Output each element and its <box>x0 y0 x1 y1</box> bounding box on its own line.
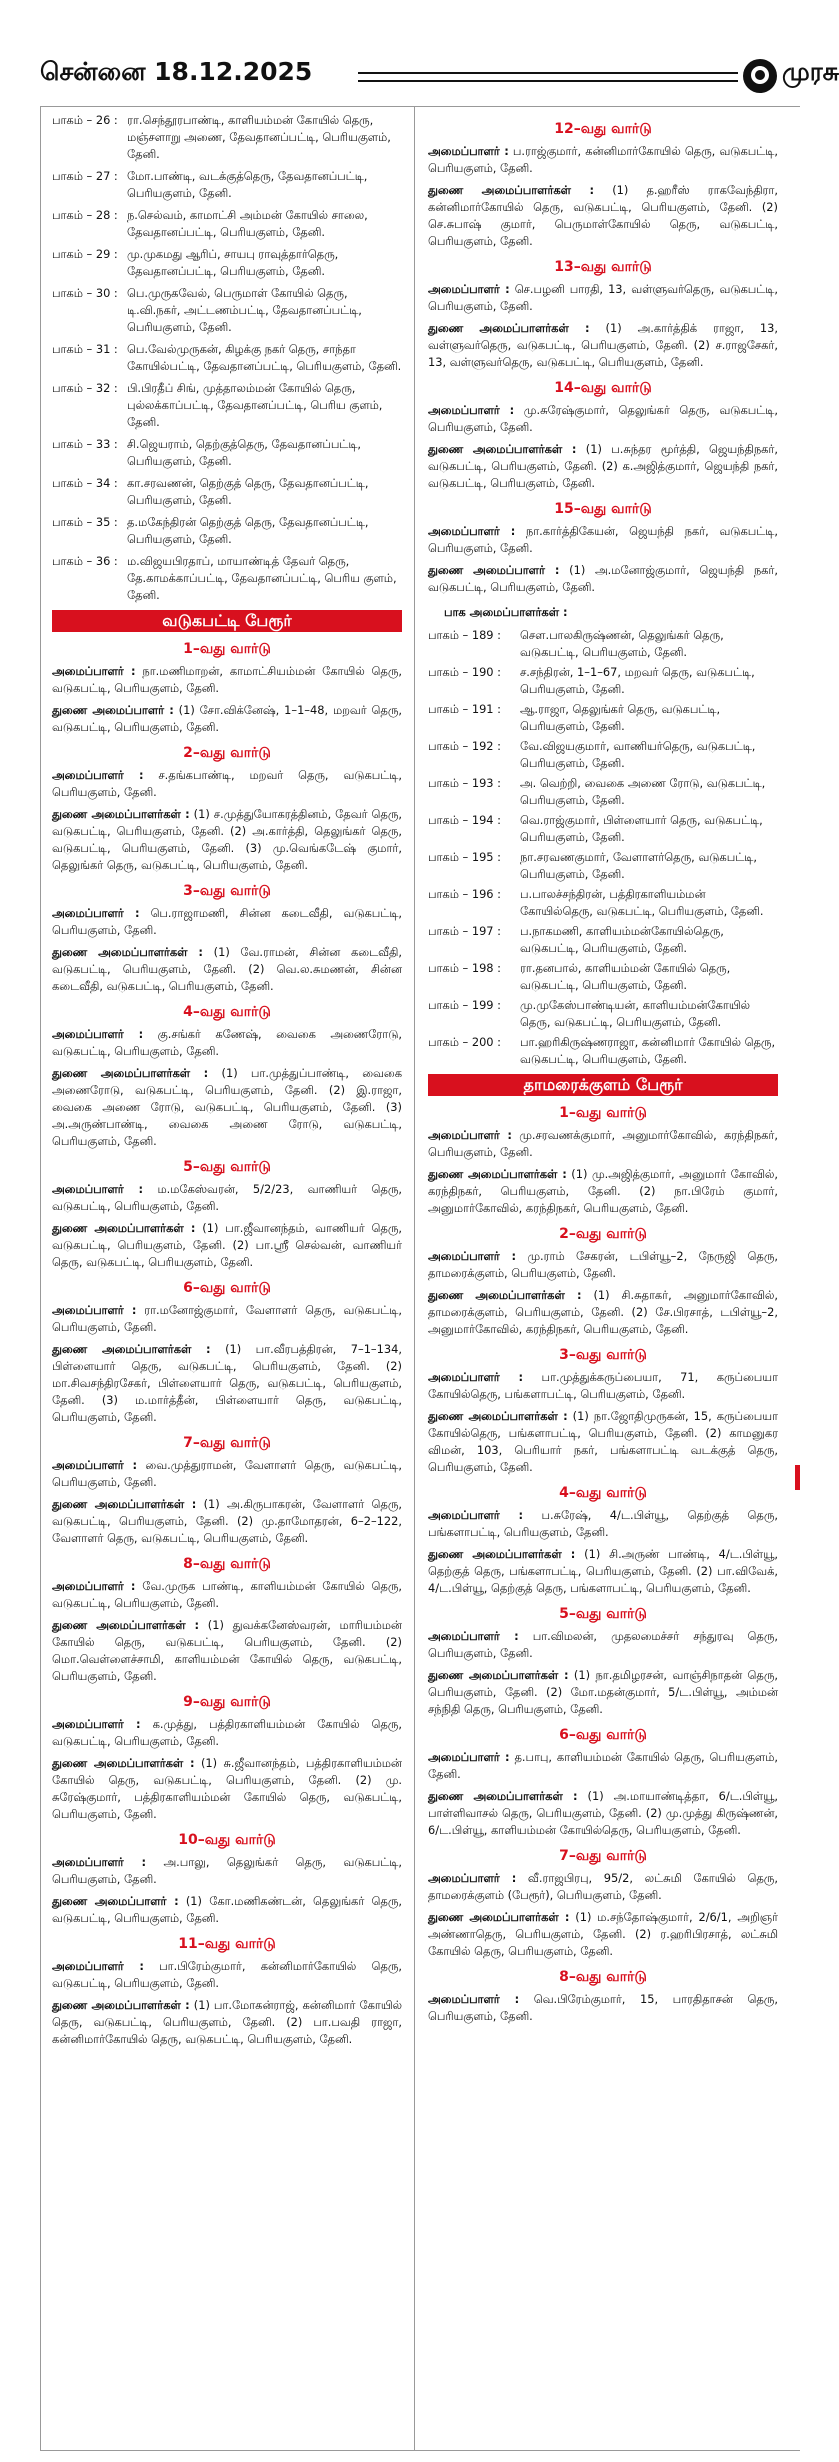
member-details: வீ.ராஜபிரபு, 95/2, லட்சுமி கோயில் தெரு, தாமரைக்குளம் (பேரூர்), பெரியகுளம், தேனி. <box>428 1871 778 1902</box>
ward-member <box>428 1546 778 1597</box>
member-details: (1) நா.ஜோதிமுருகன், 15, கருப்பையா கோயில்தெரு, பங்களாபட்டி, பெரியகுளம், தேனி. (2) காமனுகர விமன், 103, பெரியார் நகர், பங்களாபட்டி வடக்குத் தெரு, பெரியகுளம், தேனி. <box>428 1409 778 1474</box>
member-role: அமைப்பாளர் : <box>428 1249 517 1263</box>
member-details: செ.பழனி பாரதி, 13, வள்ளுவர்தெரு, வடுகபட்டி, பெரியகுளம், தேனி. <box>428 282 778 313</box>
member-role: துணை அமைப்பாளர்கள் : <box>428 1547 576 1561</box>
member-role: துணை அமைப்பாளர்கள் : <box>428 321 590 335</box>
ward-heading: 7–வது வார்டு <box>183 1435 271 1451</box>
booth-heading: பாக அமைப்பாளர்கள் : <box>444 605 568 619</box>
member-role: அமைப்பாளர் : <box>428 1508 524 1522</box>
member-details: (1) துவக்கனேஸ்வரன், மாரியம்மன் கோயில் தெரு, வடுகபட்டி, பெரியகுளம், தேனி. (2) மொ.வெள்ளைச்சாமி, காளியம்மன் கோயில் தெரு, வடுகபட்டி, பெரியகுளம், தேனி. <box>52 1618 402 1683</box>
member-details: (1) சு.ஜீவானந்தம், பத்திரகாளியம்மன் கோயில் தெரு, வடுகபட்டி, பெரியகுளம், தேனி. (2) மு. சுரேஷ்குமார், பத்திரகாளியம்மன் கோயில் தெரு, வடுகபட்டி, பெரியகுளம், தேனி. <box>52 1756 402 1821</box>
ward-member <box>52 663 402 697</box>
member-role: அமைப்பாளர் : <box>52 1959 144 1973</box>
left-column <box>52 112 402 2053</box>
member-role: அமைப்பாளர் : <box>428 1750 510 1764</box>
ward-member <box>52 1958 402 1992</box>
member-role: துணை அமைப்பாளர் : <box>428 563 560 577</box>
booth-entry <box>52 112 402 163</box>
ward-member <box>52 1997 402 2048</box>
member-details: (1) த.ஹரீஸ் ராகவேந்திரா, கன்னிமார்கோயில் தெரு, வடுகபட்டி, பெரியகுளம், தேனி. (2) செ.சுபாஷ் குமார், பெருமாள்கோயில் தெரு, வடுகபட்டி, பெரியகுளம், தேனி. <box>428 183 778 248</box>
frame-bottom-border <box>40 2450 800 2451</box>
booth-entry <box>52 514 402 548</box>
booth-entry <box>428 997 778 1031</box>
member-details: ப.ராஜ்குமார், கன்னிமார்கோயில் தெரு, வடுகபட்டி, பெரியகுளம், தேனி. <box>428 144 778 175</box>
ward-heading: 12–வது வார்டு <box>554 121 652 137</box>
ward-member <box>52 1220 402 1271</box>
member-role: அமைப்பாளர் : <box>428 1629 519 1643</box>
booth-entry <box>428 664 778 698</box>
column-divider <box>414 106 415 2451</box>
booth-entry-label: பாகம் – 189 : <box>428 628 502 642</box>
ward-heading: 15–வது வார்டு <box>554 501 652 517</box>
ward-heading: 6–வது வார்டு <box>183 1280 271 1296</box>
member-details: (1) நா.தமிழரசன், வாஞ்சிநாதன் தெரு, பெரியகுளம், தேனி. (2) மோ.மதன்குமார், 5/ட.பிள்யூ, அம்மன் சந்நிதி தெரு, பெரியகுளம், தேனி. <box>428 1668 778 1716</box>
member-details: த.பாபு, காளியம்மன் கோயில் தெரு, பெரியகுளம், தேனி. <box>428 1750 778 1781</box>
member-role: அமைப்பாளர் : <box>428 1370 524 1384</box>
ward-member <box>428 281 778 315</box>
booth-entry-label: பாகம் – 192 : <box>428 739 502 753</box>
member-details: (1) அ.மனோஜ்குமார், ஜெயந்தி நகர், வடுகபட்டி, பெரியகுளம், தேனி. <box>428 563 778 594</box>
page-header <box>40 55 839 95</box>
town-banner: தாமரைக்குளம் பேரூர் <box>428 1074 778 1096</box>
ward-heading: 6–வது வார்டு <box>559 1727 647 1743</box>
member-details: (1) கோ.மணிகண்டன், தெலுங்கர் தெரு, வடுகபட்டி, பெரியகுளம், தேனி. <box>52 1894 402 1925</box>
ward-heading: 14–வது வார்டு <box>554 380 652 396</box>
booth-entry-label: பாகம் – 32 : <box>52 381 118 395</box>
member-role: அமைப்பாளர் : <box>52 1717 141 1731</box>
ward-member <box>428 402 778 436</box>
ward-heading: 9–வது வார்டு <box>183 1694 271 1710</box>
member-role: துணை அமைப்பாளர்கள் : <box>428 1167 567 1181</box>
ward-member <box>52 767 402 801</box>
booth-entry-text: மோ.பாண்டி, வடக்குத்தெரு, தேவதானப்பட்டி, பெரியகுளம், தேனி. <box>127 169 368 200</box>
ward-member <box>52 1893 402 1927</box>
ward-member <box>52 1854 402 1888</box>
booth-entry-label: பாகம் – 33 : <box>52 437 118 451</box>
sun-emblem-icon <box>743 59 777 93</box>
ward-member <box>428 1248 778 1282</box>
ward-member <box>428 1628 778 1662</box>
booth-entry-text: ச.சந்திரன், 1–1–67, மறவர் தெரு, வடுகபட்டி, பெரியகுளம், தேனி. <box>520 665 755 696</box>
member-role: அமைப்பாளர் : <box>52 1579 136 1593</box>
newspaper-name: முரசு <box>782 57 839 86</box>
ward-member <box>428 1749 778 1783</box>
member-role: அமைப்பாளர் : <box>52 1303 137 1317</box>
ward-member <box>428 1408 778 1476</box>
ward-member <box>52 1302 402 1336</box>
booth-entry-label: பாகம் – 196 : <box>428 887 502 901</box>
ward-heading: 8–வது வார்டு <box>559 1969 647 1985</box>
member-role: துணை அமைப்பாளர்கள் : <box>52 1618 200 1632</box>
booth-entry-text: மு.முகேஸ்பாண்டியன், காளியம்மன்கோயில் தெரு, வடுகபட்டி, பெரியகுளம், தேனி. <box>520 998 751 1029</box>
ward-heading: 5–வது வார்டு <box>183 1159 271 1175</box>
booth-entry-label: பாகம் – 28 : <box>52 208 118 222</box>
member-details: பா.பிரேம்குமார், கன்னிமார்கோயில் தெரு, வடுகபட்டி, பெரியகுளம், தேனி. <box>52 1959 402 1990</box>
member-role: துணை அமைப்பாளர்கள் : <box>428 1288 582 1302</box>
booth-entry-text: பி.பிரதீப் சிங், முத்தாலம்மன் கோயில் தெரு, புல்லக்காப்பட்டி, தேவதானப்பட்டி, பெரிய குளம், தேனி. <box>127 381 383 429</box>
member-details: பா.விமலன், முதலமைச்சர் சந்துரவு தெரு, பெரியகுளம், தேனி. <box>428 1629 778 1660</box>
ward-member <box>428 182 778 250</box>
member-details: வை.முத்துராமன், வேளாளர் தெரு, வடுகபட்டி, பெரியகுளம், தேனி. <box>52 1458 402 1489</box>
member-details: ப.சுரேஷ், 4/ட.பிள்யூ, தெற்குத் தெரு, பங்களாபட்டி, பெரியகுளம், தேனி. <box>428 1508 778 1539</box>
booth-entry-text: அ. வெற்றி, வைகை அணை ரோடு, வடுகபட்டி, பெரியகுளம், தேனி. <box>520 776 766 807</box>
ward-member <box>428 1870 778 1904</box>
ward-heading: 2–வது வார்டு <box>183 745 271 761</box>
booth-entry <box>52 246 402 280</box>
member-details: (1) பா.முத்துப்பாண்டி, வைகை அணைரோடு, வடுகபட்டி, பெரியகுளம், தேனி. (2) இ.ராஜா, வைகை அணை ரோடு, வடுகபட்டி, பெரியகுளம், தேனி. (3) அ.அருண்பாண்டி, வைகை அணை ரோடு, வடுகபட்டி, பெரியகுளம், தேனி. <box>52 1066 402 1148</box>
booth-entry <box>428 812 778 846</box>
header-rule <box>358 72 738 82</box>
booth-entry-text: வே.விஜயகுமார், வாணியர்தெரு, வடுகபட்டி, பெரியகுளம், தேனி. <box>520 739 756 770</box>
ward-member <box>428 1991 778 2025</box>
member-role: துணை அமைப்பாளர்கள் : <box>52 1342 211 1356</box>
ward-member <box>52 1457 402 1491</box>
member-details: (1) ச.முத்துயோகரத்தினம், தேவர் தெரு, வடுகபட்டி, பெரியகுளம், தேனி. (2) அ.கார்த்தி, தெலுங்கர் தெரு, வடுகபட்டி, பெரியகுளம், தேனி. (3) மு.வெங்கடேஷ் குமார், தெலுங்கர் தெரு, வடுகபட்டி, பெரியகுளம், தேனி. <box>52 807 402 872</box>
ward-member <box>52 702 402 736</box>
booth-entry-text: பா.ஹரிகிருஷ்ணராஜா, கன்னிமார் கோயில் தெரு, வடுகபட்டி, பெரியகுளம், தேனி. <box>520 1035 776 1066</box>
booth-entry-label: பாகம் – 191 : <box>428 702 502 716</box>
ward-member <box>52 1617 402 1685</box>
member-details: (1) வே.ராமன், சின்ன கடைவீதி, வடுகபட்டி, பெரியகுளம், தேனி. (2) வெ.ல.சுமணன், சின்ன கடைவீதி, வடுகபட்டி, பெரியகுளம், தேனி. <box>52 945 402 993</box>
booth-entry <box>428 775 778 809</box>
ward-heading: 1–வது வார்டு <box>559 1105 647 1121</box>
booth-entry-text: பெ.வேல்முருகன், கிழக்கு நகர் தெரு, சாந்தா கோயில்பட்டி, தேவதானப்பட்டி, பெரியகுளம், தேனி. <box>127 342 402 373</box>
ward-member <box>428 1667 778 1718</box>
ward-member <box>428 1369 778 1403</box>
booth-entry-text: ப.பாலச்சந்திரன், பத்திரகாளியம்மன் கோயில்தெரு, வடுகபட்டி, பெரியகுளம், தேனி. <box>520 887 764 918</box>
member-details: (1) ப.சுந்தர மூர்த்தி, ஜெயந்திநகர், வடுகபட்டி, பெரியகுளம், தேனி. (2) க.அஜித்குமார், ஜெயந்தி நகர், வடுகபட்டி, பெரியகுளம், தேனி. <box>428 442 778 490</box>
ward-member <box>428 1287 778 1338</box>
ward-member <box>428 320 778 371</box>
booth-entry <box>52 380 402 431</box>
member-role: துணை அமைப்பாளர்கள் : <box>428 1668 569 1682</box>
booth-entry-text: கா.சரவணன், தெற்குத் தெரு, தேவதானப்பட்டி, பெரியகுளம், தேனி. <box>127 476 369 507</box>
edition-date: சென்னை 18.12.2025 <box>40 57 313 86</box>
member-details: (1) பா.வீரபத்திரன், 7–1–134, பிள்ளையார் தெரு, வடுகபட்டி, பெரியகுளம், தேனி. (2) மா.சிவசந்திரசேகர், பிள்ளையார் தெரு, வடுகபட்டி, பெரியகுளம், தேனி. (3) ம.மார்த்தீன், பிள்ளையார் தெரு, வடுகபட்டி, பெரியகுளம், தேனி. <box>52 1342 402 1424</box>
ward-member <box>428 523 778 557</box>
member-role: அமைப்பாளர் : <box>52 1855 147 1869</box>
booth-entry-label: பாகம் – 194 : <box>428 813 502 827</box>
booth-entry-label: பாகம் – 200 : <box>428 1035 502 1049</box>
booth-entry-text: சி.ஜெயராம், தெற்குத்தெரு, தேவதானப்பட்டி, பெரியகுளம், தேனி. <box>127 437 362 468</box>
booth-entry <box>428 960 778 994</box>
member-role: அமைப்பாளர் : <box>428 1992 520 2006</box>
booth-entry <box>428 1034 778 1068</box>
right-column <box>428 112 778 2030</box>
member-role: துணை அமைப்பாளர் : <box>52 1894 179 1908</box>
booth-entry-label: பாகம் – 26 : <box>52 113 118 127</box>
member-details: ரா.மனோஜ்குமார், வேளாளர் தெரு, வடுகபட்டி, பெரியகுளம், தேனி. <box>52 1303 402 1334</box>
edge-red-mark <box>795 1465 800 1490</box>
ward-member <box>52 1065 402 1150</box>
ward-member <box>52 806 402 874</box>
booth-entry-text: வெ.ராஜ்குமார், பிள்ளையார் தெரு, வடுகபட்டி, பெரியகுளம், தேனி. <box>520 813 763 844</box>
ward-member <box>52 1341 402 1426</box>
member-details: (1) பா.மோகன்ராஜ், கன்னிமார் கோயில் தெரு, வடுகபட்டி, பெரியகுளம், தேனி. (2) பா.பவதி ராஜா, கன்னிமார்கோயில் தெரு, வடுகபட்டி, பெரியகுளம், தேனி. <box>52 1998 402 2046</box>
member-role: துணை அமைப்பாளர்கள் : <box>52 1756 195 1770</box>
member-role: அமைப்பாளர் : <box>52 768 144 782</box>
ward-heading: 10–வது வார்டு <box>178 1832 276 1848</box>
booth-entry <box>428 701 778 735</box>
member-details: (1) மு.அஜித்குமார், அனுமார் கோவில், கரந்திநகர், பெரியகுளம், தேனி. (2) நா.பிரேம் குமார், அனுமார்கோவில், கரந்திநகர், பெரியகுளம், தேனி. <box>428 1167 778 1215</box>
member-role: துணை அமைப்பாளர்கள் : <box>52 1066 209 1080</box>
booth-entry <box>428 849 778 883</box>
booth-entry-text: ரா.செந்தூரபாண்டி, காளியம்மன் கோயில் தெரு, மஞ்சளாறு அணை, தேவதானப்பட்டி, பெரியகுளம், தேனி. <box>127 113 391 161</box>
member-details: வெ.பிரேம்குமார், 15, பாரதிதாசன் தெரு, பெரியகுளம், தேனி. <box>428 1992 778 2023</box>
member-role: அமைப்பாளர் : <box>52 664 136 678</box>
booth-entry <box>428 886 778 920</box>
member-role: துணை அமைப்பாளர்கள் : <box>428 442 577 456</box>
ward-member <box>428 1507 778 1541</box>
member-details: நா.மணிமாறன், காமாட்சியம்மன் கோயில் தெரு, வடுகபட்டி, பெரியகுளம், தேனி. <box>52 664 402 695</box>
ward-member <box>428 562 778 596</box>
member-details: (1) ம.சந்தோஷ்குமார், 2/6/1, அறிஞர் அண்ணாதெரு, பெரியகுளம், தேனி. (2) ர.ஹரிபிரசாத், லட்சுமி கோயில் தெரு, பெரியகுளம், தேனி. <box>428 1910 778 1958</box>
booth-entry <box>52 341 402 375</box>
member-details: (1) அ.கிருபாகரன், வேளாளர் தெரு, வடுகபட்டி, பெரியகுளம், தேனி. (2) மு.தாமோதரன், 6–2–122, வேளாளர் தெரு, வடுகபட்டி, பெரியகுளம், தேனி. <box>52 1497 402 1545</box>
booth-entry-label: பாகம் – 27 : <box>52 169 118 183</box>
member-role: துணை அமைப்பாளர்கள் : <box>428 1409 568 1423</box>
member-role: துணை அமைப்பாளர்கள் : <box>52 807 190 821</box>
member-details: மு.சுரேஷ்குமார், தெலுங்கர் தெரு, வடுகபட்டி, பெரியகுளம், தேனி. <box>428 403 778 434</box>
booth-entry-text: நா.சரவணகுமார், வேளாளர்தெரு, வடுகபட்டி, பெரியகுளம், தேனி. <box>520 850 757 881</box>
booth-entry-text: த.மகேந்திரன் தெற்குத் தெரு, தேவதானப்பட்டி, பெரியகுளம், தேனி. <box>127 515 369 546</box>
booth-entry-label: பாகம் – 30 : <box>52 286 118 300</box>
member-details: கு.சங்கர் கணேஷ், வைகை அணைரோடு, வடுகபட்டி, பெரியகுளம், தேனி. <box>52 1027 402 1058</box>
ward-heading: 13–வது வார்டு <box>554 259 652 275</box>
booth-entry-text: சௌ.பாலகிருஷ்ணன், தெலுங்கர் தெரு, வடுகபட்டி, பெரியகுளம், தேனி. <box>520 628 724 659</box>
member-role: துணை அமைப்பாளர்கள் : <box>52 945 203 959</box>
member-details: (1) சி.சுதாகர், அனுமார்கோவில், தாமரைக்குளம், பெரியகுளம், தேனி. (2) சே.பிரசாத், டபிள்யூ–2, அனுமார்கோவில், கரந்திநகர், பெரியகுளம், தேனி. <box>428 1288 778 1336</box>
member-role: அமைப்பாளர் : <box>428 403 515 417</box>
ward-heading: 3–வது வார்டு <box>559 1347 647 1363</box>
booth-entry <box>428 738 778 772</box>
booth-entry <box>52 207 402 241</box>
member-details: (1) அ.மாயாண்டித்தா, 6/ட.பிள்யூ, பாள்ளிவாசல் தெரு, பெரியகுளம், தேனி. (2) மு.முத்து கிருஷ்ணன், 6/ட.பிள்யூ, காளியம்மன் கோயில்தெரு, பெரியகுளம், தேனி. <box>428 1789 778 1837</box>
ward-member <box>52 944 402 995</box>
member-role: அமைப்பாளர் : <box>52 1458 138 1472</box>
ward-member <box>428 1909 778 1960</box>
member-details: பெ.ராஜாமணி, சின்ன கடைவீதி, வடுகபட்டி, பெரியகுளம், தேனி. <box>52 906 403 937</box>
booth-entry-label: பாகம் – 34 : <box>52 476 118 490</box>
booth-entry-text: ந.செல்வம், காமாட்சி அம்மன் கோயில் சாலை, தேவதானப்பட்டி, பெரியகுளம், தேனி. <box>127 208 368 239</box>
booth-entry-label: பாகம் – 190 : <box>428 665 502 679</box>
member-details: க.முத்து, பத்திரகாளியம்மன் கோயில் தெரு, வடுகபட்டி, பெரியகுளம், தேனி. <box>52 1717 402 1748</box>
member-details: அ.பாலு, தெலுங்கர் தெரு, வடுகபட்டி, பெரியகுளம், தேனி. <box>52 1855 402 1886</box>
member-role: துணை அமைப்பாளர் : <box>52 703 174 717</box>
ward-heading: 11–வது வார்டு <box>178 1936 276 1952</box>
ward-heading: 5–வது வார்டு <box>559 1606 647 1622</box>
ward-member <box>52 1755 402 1823</box>
ward-member <box>52 1181 402 1215</box>
booth-entry <box>52 553 402 604</box>
ward-heading: 3–வது வார்டு <box>183 883 271 899</box>
booth-entry-text: ப.நாகமணி, காளியம்மன்கோயில்தெரு, வடுகபட்டி, பெரியகுளம், தேனி. <box>520 924 724 955</box>
booth-entry <box>52 475 402 509</box>
member-details: பா.முத்துக்கருப்பையா, 71, கருப்பையா கோயில்தெரு, பங்களாபட்டி, பெரியகுளம், தேனி. <box>428 1370 778 1401</box>
ward-member <box>428 1127 778 1161</box>
member-role: துணை அமைப்பாளர்கள் : <box>428 183 595 197</box>
member-details: (1) சி.அருண் பாண்டி, 4/ட.பிள்யூ, தெற்குத் தெரு, பங்களாபட்டி, பெரியகுளம், தேனி. (2) பா.விவேக், 4/ட.பிள்யூ, தெற்குத் தெரு, பங்களாபட்டி, பெரியகுளம், தேனி. <box>428 1547 778 1595</box>
member-role: அமைப்பாளர் : <box>52 906 140 920</box>
booth-entry-label: பாகம் – 197 : <box>428 924 502 938</box>
booth-entry-text: ஆ.ராஜா, தெலுங்கர் தெரு, வடுகபட்டி, பெரியகுளம், தேனி. <box>520 702 721 733</box>
member-role: அமைப்பாளர் : <box>428 144 509 158</box>
ward-member <box>428 1788 778 1839</box>
member-role: துணை அமைப்பாளர்கள் : <box>52 1221 196 1235</box>
booth-entry-text: பெ.முருகவேல், பெருமாள் கோயில் தெரு, டி.வி.நகர், அட்டணம்பட்டி, தேவதானப்பட்டி, பெரியகுளம், தேனி. <box>127 286 362 334</box>
booth-entry-label: பாகம் – 35 : <box>52 515 118 529</box>
booth-entry-label: பாகம் – 31 : <box>52 342 118 356</box>
booth-entry <box>52 285 402 336</box>
booth-entry-label: பாகம் – 193 : <box>428 776 502 790</box>
member-role: துணை அமைப்பாளர்கள் : <box>52 1998 190 2012</box>
frame-top-border <box>40 106 800 107</box>
member-role: அமைப்பாளர் : <box>428 1871 517 1885</box>
ward-heading: 1–வது வார்டு <box>183 641 271 657</box>
town-banner: வடுகபட்டி பேரூர் <box>52 610 402 632</box>
booth-entry-label: பாகம் – 198 : <box>428 961 502 975</box>
booth-entry <box>52 436 402 470</box>
member-details: (1) சோ.விக்னேஷ், 1–1–48, மறவர் தெரு, வடுகபட்டி, பெரியகுளம், தேனி. <box>52 703 403 734</box>
ward-member <box>52 1026 402 1060</box>
booth-entry <box>52 168 402 202</box>
ward-member <box>52 1716 402 1750</box>
booth-entry-label: பாகம் – 195 : <box>428 850 502 864</box>
ward-member <box>52 1578 402 1612</box>
member-role: துணை அமைப்பாளர்கள் : <box>428 1910 570 1924</box>
member-role: அமைப்பாளர் : <box>428 282 510 296</box>
member-details: ம.மகேஸ்வரன், 5/2/23, வாணியர் தெரு, வடுகபட்டி, பெரியகுளம், தேனி. <box>52 1182 402 1213</box>
frame-left-border <box>40 106 41 2451</box>
ward-member <box>428 1166 778 1217</box>
ward-heading: 7–வது வார்டு <box>559 1848 647 1864</box>
ward-member <box>428 441 778 492</box>
member-details: (1) அ.கார்த்திக் ராஜா, 13, வள்ளுவர்தெரு, வடுகபட்டி, பெரியகுளம், தேனி. (2) ச.ராஜசேகர், 13, வள்ளுவர்தெரு, வடுகபட்டி, பெரியகுளம், தேனி. <box>428 321 778 369</box>
member-role: அமைப்பாளர் : <box>428 1128 512 1142</box>
member-details: மு.ராம் சேகரன், டபிள்யூ–2, நேருஜி தெரு, தாமரைக்குளம், பெரியகுளம், தேனி. <box>428 1249 778 1280</box>
ward-member <box>52 905 402 939</box>
ward-heading: 2–வது வார்டு <box>559 1226 647 1242</box>
booth-entry-text: ம.விஜயபிரதாப், மாயாண்டித் தேவர் தெரு, தே.காமக்காப்பட்டி, தேவதானப்பட்டி, பெரிய குளம், தேனி. <box>127 554 397 602</box>
booth-entry <box>428 627 778 661</box>
member-role: அமைப்பாளர் : <box>428 524 516 538</box>
ward-heading: 4–வது வார்டு <box>183 1004 271 1020</box>
ward-member <box>428 143 778 177</box>
member-role: அமைப்பாளர் : <box>52 1182 144 1196</box>
member-role: அமைப்பாளர் : <box>52 1027 144 1041</box>
member-details: வே.முருக பாண்டி, காளியம்மன் கோயில் தெரு, வடுகபட்டி, பெரியகுளம், தேனி. <box>52 1579 403 1610</box>
member-details: நா.கார்த்திகேயன், ஜெயந்தி நகர், வடுகபட்டி, பெரியகுளம், தேனி. <box>428 524 778 555</box>
booth-entry-text: மு.முகமது ஆரிப், சாயபு ராவுத்தார்தெரு, தேவதானப்பட்டி, பெரியகுளம், தேனி. <box>127 247 339 278</box>
booth-entry <box>428 923 778 957</box>
booth-entry-label: பாகம் – 199 : <box>428 998 502 1012</box>
member-role: துணை அமைப்பாளர்கள் : <box>52 1497 197 1511</box>
member-details: ச.தங்கபாண்டி, மறவர் தெரு, வடுகபட்டி, பெரியகுளம், தேனி. <box>52 768 402 799</box>
ward-heading: 8–வது வார்டு <box>183 1556 271 1572</box>
booth-entry-label: பாகம் – 36 : <box>52 554 118 568</box>
member-details: (1) பா.ஜீவானந்தம், வாணியர் தெரு, வடுகபட்டி, பெரியகுளம், தேனி. (2) பா.ஸ்ரீ செல்வன், வாணியர் தெரு, வடுகபட்டி, பெரியகுளம், தேனி. <box>52 1221 402 1269</box>
booth-entry-label: பாகம் – 29 : <box>52 247 118 261</box>
member-details: மு.சரவணக்குமார், அனுமார்கோவில், கரந்திநகர், பெரியகுளம், தேனி. <box>428 1128 778 1159</box>
ward-member <box>52 1496 402 1547</box>
member-role: துணை அமைப்பாளர்கள் : <box>428 1789 578 1803</box>
ward-heading: 4–வது வார்டு <box>559 1485 647 1501</box>
booth-entry-text: ரா.தனபால், காளியம்மன் கோயில் தெரு, வடுகபட்டி, பெரியகுளம், தேனி. <box>520 961 731 992</box>
